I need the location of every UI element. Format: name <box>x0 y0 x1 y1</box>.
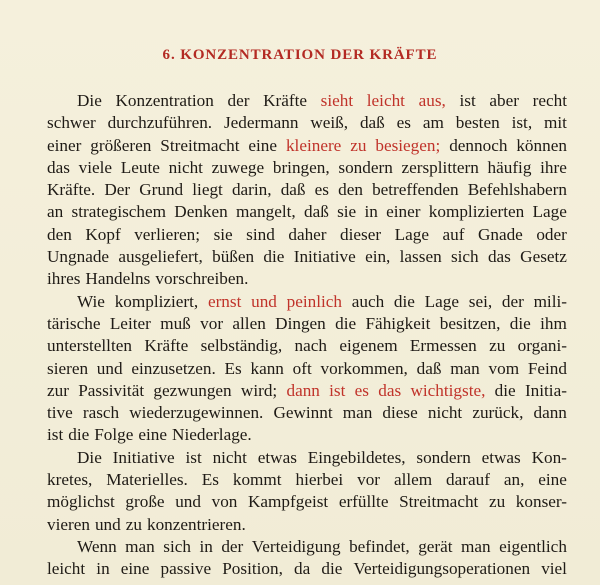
text-line <box>47 135 567 157</box>
word: eine <box>138 425 168 445</box>
word: nach <box>294 336 327 356</box>
word: organi- <box>517 336 567 356</box>
highlighted-word: ernst <box>207 291 242 311</box>
word: konzentrieren. <box>146 514 246 534</box>
word: kann <box>250 358 284 378</box>
word: Kräfte. <box>47 180 96 200</box>
highlighted-word: das <box>378 380 402 400</box>
word: ihm <box>540 313 567 333</box>
word: Eingebildetes, <box>307 447 406 467</box>
text-line <box>47 313 567 335</box>
word: büßen <box>212 247 255 267</box>
text-line <box>47 157 567 179</box>
text-line <box>47 335 567 357</box>
paragraph <box>47 90 567 291</box>
word: die <box>263 247 285 267</box>
word: lassen <box>399 247 442 267</box>
word: Leute <box>120 157 160 177</box>
text-line <box>47 469 567 491</box>
word: Befehlshabern <box>467 180 567 200</box>
word: Fähigkeit <box>365 313 431 333</box>
highlighted-word: wichtigste, <box>410 380 486 400</box>
word: oft <box>292 358 312 378</box>
word: zu <box>125 514 142 534</box>
paragraph <box>47 447 567 536</box>
word: Kräfte <box>144 336 189 356</box>
word: recht <box>532 91 567 110</box>
word: Lage <box>424 291 460 311</box>
word: zuwege <box>211 157 265 177</box>
word: ausgeliefert, <box>118 247 203 267</box>
word: zu <box>489 336 506 356</box>
word: Streitmacht <box>399 492 479 512</box>
word: passive <box>160 559 212 579</box>
word: dieser <box>340 224 382 244</box>
word: daß <box>416 358 442 378</box>
word: durchzuführen. <box>107 113 213 133</box>
word: allen <box>232 313 266 333</box>
word: eigenem <box>339 336 398 356</box>
word: das <box>487 247 511 267</box>
word: daß <box>280 180 306 200</box>
body-text <box>47 90 567 581</box>
word: Denken <box>174 202 228 222</box>
word: Handelns <box>85 269 151 289</box>
word: ihre <box>540 157 567 177</box>
word: Gnade <box>477 224 523 244</box>
word: sondern <box>338 157 393 177</box>
word: mangelt, <box>236 202 296 222</box>
word: zurück, <box>472 403 524 423</box>
word: allem <box>393 470 433 490</box>
word: Lage <box>394 224 429 244</box>
word: oder <box>536 224 567 244</box>
word: und <box>175 492 201 512</box>
word: Verteidigungsoperationen <box>353 559 531 579</box>
highlighted-word: zu <box>350 135 367 155</box>
word: den <box>47 224 72 244</box>
text-line <box>47 402 567 424</box>
word: möglichst <box>47 492 115 512</box>
word: Grund <box>139 180 184 200</box>
word: auch <box>351 291 385 311</box>
word: sich <box>163 536 191 556</box>
word: daher <box>288 224 327 244</box>
word: in <box>364 202 378 222</box>
word: der <box>501 291 524 311</box>
word: kompliziert, <box>114 291 199 311</box>
word: sie <box>213 224 233 244</box>
word: einer <box>386 202 421 222</box>
word: eine <box>248 135 278 155</box>
word: dann <box>533 403 567 423</box>
text-line <box>47 179 567 201</box>
text-line <box>47 291 567 313</box>
word: gezwungen <box>153 380 232 400</box>
section-heading: 6. KONZENTRATION DER KRÄFTE <box>162 47 438 63</box>
word: komplizierten <box>428 202 525 222</box>
word: vieren <box>47 514 90 534</box>
word: eigentlich <box>499 536 567 556</box>
word: es <box>314 180 329 200</box>
word: Leiter <box>109 313 151 333</box>
word: an <box>47 202 64 222</box>
highlighted-word: ist <box>329 380 346 400</box>
word: unterstellten <box>47 336 132 356</box>
word: die <box>321 559 343 579</box>
word: verlieren; <box>134 224 201 244</box>
highlighted-word: dann <box>286 380 320 400</box>
word: die <box>494 380 516 400</box>
word: muß <box>160 313 191 333</box>
text-line <box>47 224 567 246</box>
word: Der <box>104 180 131 200</box>
word: und <box>96 358 123 378</box>
word: Gesetz <box>520 247 567 267</box>
word: tive <box>47 403 73 423</box>
text-line <box>47 424 567 446</box>
word: man <box>461 536 491 556</box>
word: am <box>422 113 444 133</box>
word: da <box>294 559 311 579</box>
word: Dingen <box>275 313 326 333</box>
word: sind <box>246 224 275 244</box>
word: Initiative <box>293 247 356 267</box>
word: Folge <box>94 425 134 445</box>
word: schwer <box>47 113 96 133</box>
word: die <box>68 425 90 445</box>
word: häufig <box>487 157 532 177</box>
word: Niederlage. <box>172 425 252 445</box>
word: vorkommen, <box>320 358 408 378</box>
text-line <box>47 246 567 268</box>
word: vom <box>488 358 520 378</box>
word: besitzen, <box>439 313 501 333</box>
word: daß <box>303 202 329 222</box>
word: dennoch <box>449 135 508 155</box>
word: tärische <box>47 313 101 333</box>
word: sich <box>450 247 479 267</box>
word: etwas <box>481 447 521 467</box>
word: auf <box>442 224 465 244</box>
word: der <box>221 536 244 556</box>
text-line <box>47 201 567 223</box>
word: sieren <box>47 358 89 378</box>
word: kretes, <box>47 470 93 490</box>
word: Konzentration <box>115 91 214 110</box>
word: Initiative <box>112 447 175 467</box>
word: Kopf <box>85 224 121 244</box>
text-line <box>47 447 567 469</box>
word: leicht <box>47 559 86 579</box>
word: rasch <box>82 403 120 423</box>
word: erfüllte <box>338 492 389 512</box>
word: konser- <box>515 492 567 512</box>
word: aber <box>489 91 519 110</box>
word: Materielles. <box>106 470 188 490</box>
word: es <box>396 113 411 133</box>
word: etwas <box>257 447 297 467</box>
word: Lage <box>532 202 567 222</box>
highlighted-word: es <box>354 380 369 400</box>
word: Initia- <box>524 380 567 400</box>
word: zur <box>47 380 69 400</box>
highlighted-word: aus, <box>418 91 446 110</box>
word: Position, <box>222 559 283 579</box>
word: können <box>516 135 567 155</box>
word: betreffenden <box>372 180 459 200</box>
word: einzusetzen. <box>131 358 216 378</box>
word: wiederzugewinnen. <box>129 403 264 423</box>
word: Gewinnt <box>273 403 333 423</box>
highlighted-word: sieht <box>320 91 354 110</box>
word: von <box>211 492 238 512</box>
text-line <box>47 558 567 580</box>
word: daß <box>359 113 385 133</box>
word: Passivität <box>78 380 145 400</box>
word: den <box>338 180 363 200</box>
word: einer <box>47 135 82 155</box>
word: darin, <box>231 180 272 200</box>
highlighted-word: und <box>251 291 277 311</box>
word: Ungnade <box>47 247 110 267</box>
highlighted-word: peinlich <box>286 291 342 311</box>
word: man <box>125 536 155 556</box>
word: Die <box>77 91 102 110</box>
word: ist, <box>511 113 533 133</box>
word: weiß, <box>310 113 349 133</box>
word: zu <box>488 492 506 512</box>
word: Ermessen <box>409 336 477 356</box>
word: man <box>450 358 480 378</box>
word: Kon- <box>531 447 567 467</box>
word: Wenn <box>77 536 117 556</box>
word: Die <box>77 447 102 467</box>
highlighted-word: besiegen; <box>375 135 441 155</box>
word: hierbei <box>295 470 344 490</box>
paragraph <box>47 291 567 447</box>
word: ist <box>459 91 476 110</box>
word: man <box>342 403 373 423</box>
word: Jedermann <box>223 113 299 133</box>
word: vor <box>200 313 224 333</box>
word: darauf <box>446 470 490 490</box>
word: eine <box>120 559 150 579</box>
word: befindet, <box>349 536 410 556</box>
word: Kräfte <box>263 91 307 110</box>
word: große <box>125 492 165 512</box>
word: Wie <box>77 291 105 311</box>
word: kommt <box>232 470 282 490</box>
word: wird; <box>240 380 278 400</box>
word: Streitmacht <box>160 135 240 155</box>
text-line <box>47 112 567 134</box>
word: Feind <box>527 358 567 378</box>
word: mili- <box>533 291 567 311</box>
highlighted-word: leicht <box>366 91 405 110</box>
word: ist <box>47 425 64 445</box>
word: besten <box>455 113 500 133</box>
word: sie <box>337 202 357 222</box>
word: diese <box>382 403 418 423</box>
word: der <box>227 91 250 110</box>
word: strategischem <box>71 202 167 222</box>
word: eine <box>538 470 567 490</box>
word: nicht <box>168 157 203 177</box>
word: ist <box>185 447 202 467</box>
word: ein, <box>365 247 391 267</box>
word: Kampfgeist <box>248 492 329 512</box>
word: die <box>509 313 531 333</box>
text-line <box>47 90 567 112</box>
word: viele <box>78 157 113 177</box>
word: selbständig, <box>200 336 283 356</box>
word: sondern <box>416 447 471 467</box>
word: mit <box>544 113 567 133</box>
word: in <box>199 536 213 556</box>
word: Es <box>224 358 242 378</box>
word: bringen, <box>272 157 330 177</box>
word: nicht <box>212 447 247 467</box>
text-line <box>47 380 567 402</box>
word: Es <box>201 470 219 490</box>
text-line <box>47 358 567 380</box>
word: ihres <box>47 269 81 289</box>
word: zersplittern <box>401 157 479 177</box>
word: sei, <box>468 291 493 311</box>
word: die <box>335 313 357 333</box>
text-line <box>47 514 567 536</box>
word: das <box>47 157 70 177</box>
word: nicht <box>427 403 463 423</box>
word: in <box>96 559 110 579</box>
word: vorschreiben. <box>155 269 249 289</box>
highlighted-word: kleinere <box>285 135 342 155</box>
word: gerät <box>418 536 453 556</box>
paragraph <box>47 536 567 581</box>
text-line <box>47 491 567 513</box>
word: größeren <box>90 135 152 155</box>
word: die <box>393 291 415 311</box>
text-line <box>47 268 567 290</box>
word: Verteidigung <box>251 536 341 556</box>
text-line <box>47 536 567 558</box>
word: vor <box>357 470 381 490</box>
word: viel <box>541 559 567 579</box>
word: liegt <box>192 180 223 200</box>
word: an, <box>503 470 525 490</box>
word: und <box>94 514 121 534</box>
